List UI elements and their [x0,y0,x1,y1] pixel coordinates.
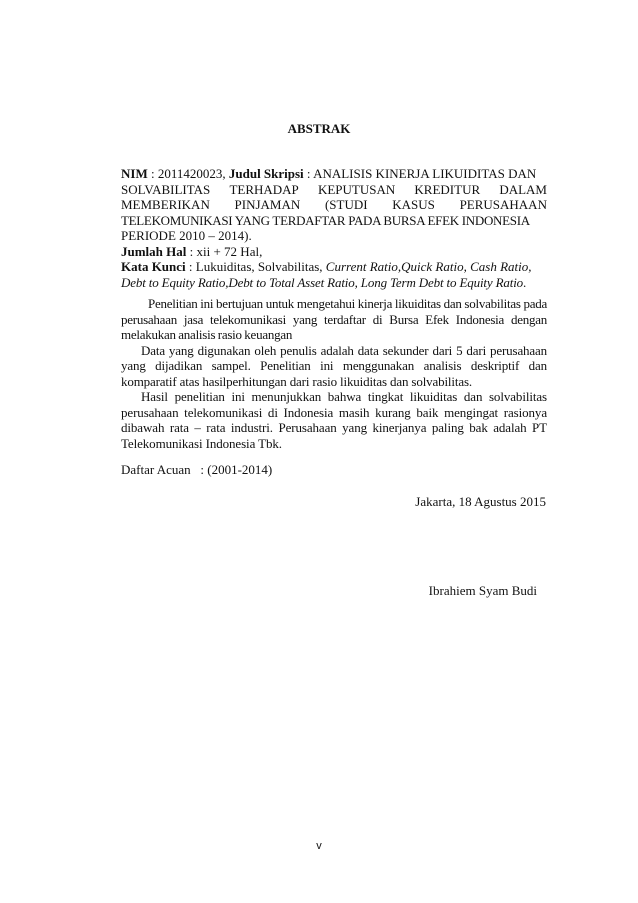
paragraph-2: Data yang digunakan oleh penulis adalah data sekunder dari 5 dari perusahaan yang dijadikan sampel. Penelitian ini menggunakan analisis deskriptif dan komparatif atas hasilperhitungan dari rasio likuiditas dan solvabilitas. [121,342,547,389]
judul-line-2: SOLVABILITAS TERHADAP KEPUTUSAN KREDITUR DALAM [121,181,547,197]
place-date: Jakarta, 18 Agustus 2015 [415,494,546,509]
judul-label: Judul Skripsi [228,166,304,181]
jumlah-value: xii + 72 Hal, [196,243,263,259]
kata-kunci-line: Kata Kunci : Lukuiditas, Solvabilitas, Current Ratio,Quick Ratio, Cash Ratio, [121,259,532,274]
kata-kunci-label: Kata Kunci [121,259,186,274]
abstract-title: ABSTRAK [287,121,351,136]
paragraph-1: Penelitian ini bertujuan untuk mengetahui kinerja likuiditas dan solvabilitas pada perusahaan jasa telekomunikasi yang terdaftar di Bursa Efek Indonesia dengan melakukan analisis rasio keuangan [121,296,547,342]
jumlah-label: Jumlah Hal [121,243,187,259]
daftar-acuan: Daftar Acuan : (2001-2014) [121,462,273,477]
thesis-metadata [121,166,547,290]
judul-line-3: MEMBERIKAN PINJAMAN (STUDI KASUS PERUSAHAAN [121,197,547,212]
nim-value: 2011420023, [157,166,226,181]
signer-name: Ibrahiem Syam Budi [428,583,537,598]
kata-kunci-italic-2: Debt to Equity Ratio,Debt to Total Asset Ratio, Long Term Debt to Equity Ratio [121,274,524,290]
nim-label: NIM [121,166,148,181]
nim-judul-line: NIM : 2011420023, Judul Skripsi : ANALISIS KINERJA LIKUIDITAS DAN [121,166,537,181]
kata-kunci-italic-1: Current Ratio,Quick Ratio, Cash Ratio, [325,259,532,274]
kata-kunci-line-2: Debt to Equity Ratio,Debt to Total Asset Ratio, Long Term Debt to Equity Ratio. [121,274,527,290]
judul-value-line1: ANALISIS KINERJA LIKUIDITAS DAN [313,166,537,181]
paragraph-3: Hasil penelitian ini menunjukkan bahwa tingkat likuiditas dan solvabilitas perusahaan telekomunikasi di Indonesia masih kurang baik mengingat rasionya dibawah rata – rata industri. Perusahaan yang kinerjanya paling bak adalah PT Telekomunikasi Indonesia Tbk. [121,389,547,451]
abstract-body [121,296,547,451]
kata-kunci-plain: Lukuiditas, Solvabilitas, [195,259,323,274]
jumlah-hal-line: Jumlah Hal : xii + 72 Hal, [121,243,263,259]
page-number: v [316,840,322,852]
judul-line-4: TELEKOMUNIKASI YANG TERDAFTAR PADA BURSA EFEK INDONESIA [121,212,530,228]
judul-line-5: PERIODE 2010 – 2014). [121,228,252,243]
